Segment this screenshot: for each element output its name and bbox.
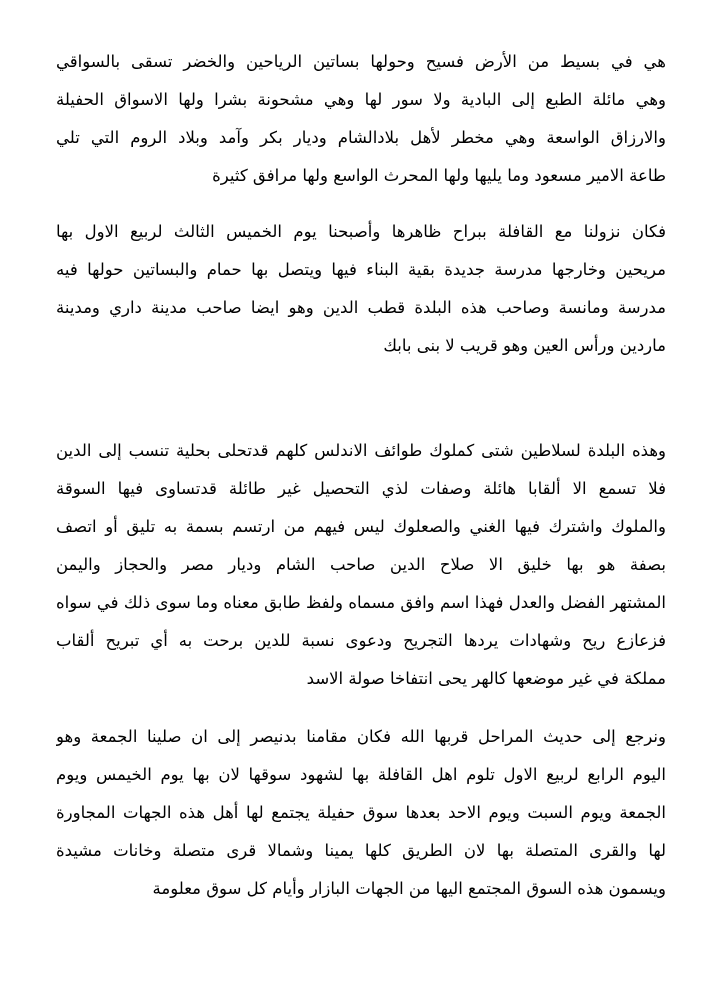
text-line: مدرسة ومانسة وصاحب هذه البلدة قطب الدين وهو ايضا صاحب مدينة داري ومدينة xyxy=(56,298,666,317)
paragraph-2 xyxy=(56,213,666,365)
text-line: فزعازع ريح وشهادات يردها التجريح ودعوى نسبة للدين برحت به أي تبريح ألقاب xyxy=(56,631,666,650)
text-line: طاعة الامير مسعود وما يليها ولها المحرث الواسع ولها مرافق كثيرة xyxy=(212,166,666,185)
text-line: مملكة في غير موضعها كالهر يحى انتفاخا صولة الاسد xyxy=(306,669,666,688)
text-line: اليوم الرابع لربيع الاول تلوم اهل القافلة بها لشهود سوقها لان بها يوم الخيمس ويوم xyxy=(56,765,666,784)
paragraph-1 xyxy=(56,43,666,195)
text-line: فلا تسمع الا ألقابا هائلة وصفات لذي التحصيل غير طائلة قدتساوى فيها السوقة xyxy=(56,479,666,498)
text-line: هي في بسيط من الأرض فسيح وحولها بساتين الرياحين والخضر تسقى بالسواقي xyxy=(56,52,666,71)
text-line: والارزاق الواسعة وهي مخطر لأهل بلادالشام وديار بكر وآمد وبلاد الروم التي تلي xyxy=(56,128,666,147)
text-line: مريحين وخارجها مدرسة جديدة بقية البناء فيها ويتصل بها حمام والبساتين حولها فيه xyxy=(56,260,666,279)
text-line: المشتهر الفضل والعدل فهذا اسم وافق مسماه ولفظ طابق معناه وما سوى ذلك في سواه xyxy=(56,593,666,612)
text-line: لها والقرى المتصلة بها لان الطريق كلها يمينا وشمالا قرى متصلة وخانات مشيدة xyxy=(56,841,666,860)
text-line: فكان نزولنا مع القافلة ببراح ظاهرها وأصبحنا يوم الخميس الثالث لربيع الاول بها xyxy=(56,222,666,241)
text-line: والملوك واشترك فيها الغني والصعلوك ليس فيهم من ارتسم بسمة به تليق أو اتصف xyxy=(56,517,666,536)
text-line: ويسمون هذه السوق المجتمع اليها من الجهات البازار وأيام كل سوق معلومة xyxy=(152,879,666,898)
text-line: ماردين ورأس العين وهو قريب لا بنى بابك xyxy=(383,336,666,355)
text-line: بصفة هو بها خليق الا صلاح الدين صاحب الشام وديار مصر والحجاز واليمن xyxy=(56,555,666,574)
text-line: ونرجع إلى حديث المراحل قربها الله فكان مقامنا بدنيصر إلى ان صلينا الجمعة وهو xyxy=(56,727,666,746)
paragraph-4 xyxy=(56,718,666,908)
text-line: الجمعة ويوم السبت ويوم الاحد بعدها سوق حفيلة يجتمع لها أهل هذه الجهات المجاورة xyxy=(56,803,666,822)
paragraph-3 xyxy=(56,432,666,698)
text-line: وهي مائلة الطبع إلى البادية ولا سور لها وهي مشحونة بشرا ولها الاسواق الحفيلة xyxy=(56,90,666,109)
text-line: وهذه البلدة لسلاطين شتى كملوك طوائف الاندلس كلهم قدتحلى بحلية تنسب إلى الدين xyxy=(56,441,666,460)
